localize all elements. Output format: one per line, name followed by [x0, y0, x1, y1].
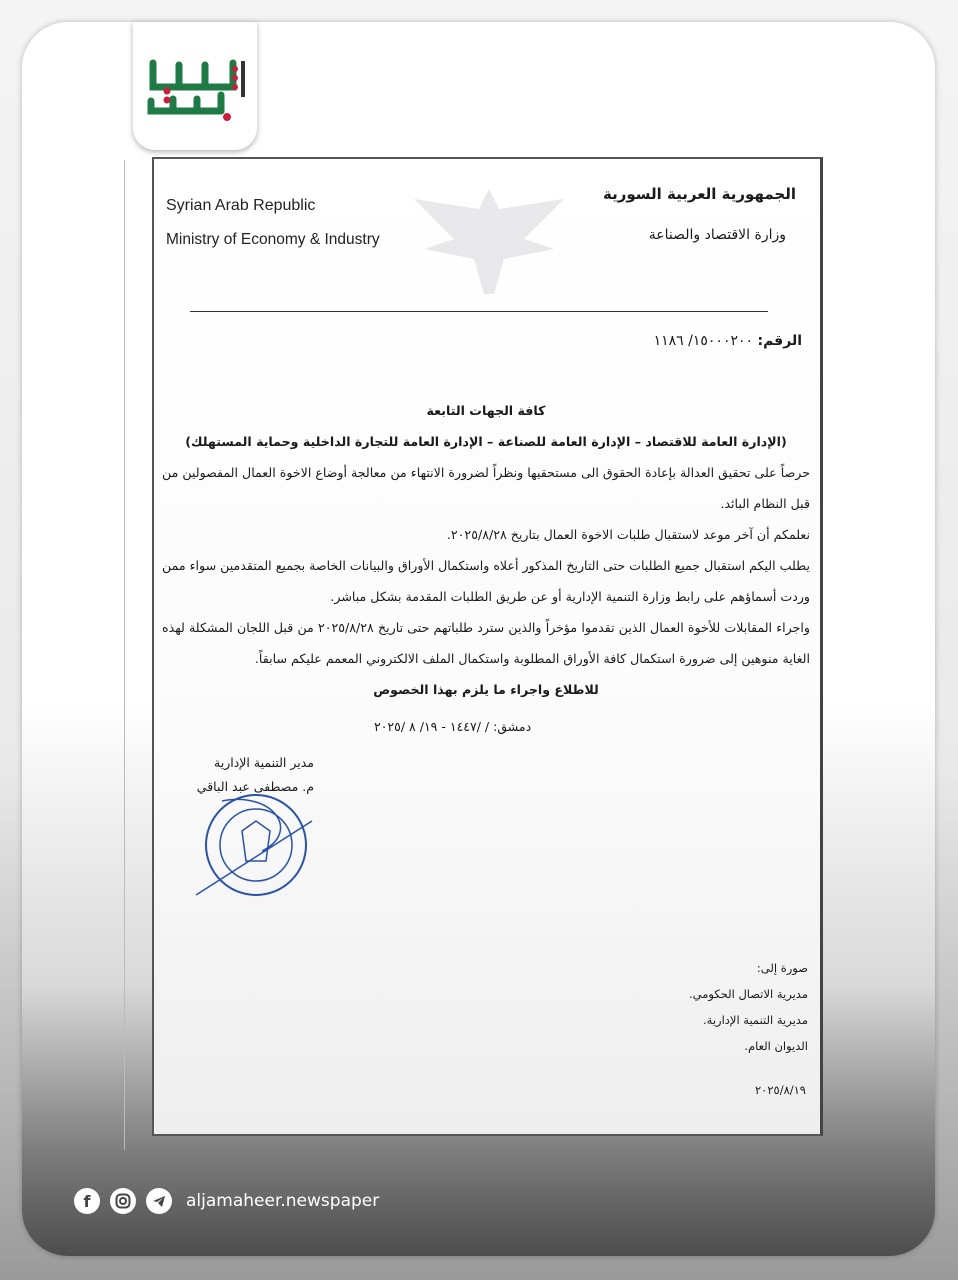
letterhead-ar-country: الجمهورية العربية السورية [603, 185, 796, 203]
letterhead-ar-ministry: وزارة الاقتصاد والصناعة [648, 227, 786, 243]
date-line [374, 719, 531, 734]
date-label: دمشق: [493, 719, 532, 734]
letterhead-en-ministry: Ministry of Economy & Industry [166, 231, 380, 248]
copies-label: صورة إلى: [756, 961, 808, 975]
signatory-name: م. مصطفى عبد الباقي [196, 779, 314, 794]
reference-number [654, 333, 802, 349]
copies-date: ٢٠٢٥/٨/١٩ [755, 1083, 806, 1097]
letter-body [162, 395, 810, 705]
reference-value: ١٥٠٠٠٢٠٠/ ١١٨٦ [653, 333, 754, 349]
official-letter [152, 157, 823, 1136]
paragraph-4: واجراء المقابلات للأخوة العمال الذين تقدموا مؤخراً والذين سترد طلباتهم حتى تاريخ ٢٠٢٥/٨/٢٨ من قبل اللجان المشكلة لهذه الغاية منوهين إلى ضرورة استكمال كافة الأوراق المطلوبة واستكمال الملف الالكتروني المعمم عليكم سابقاً. [162, 620, 810, 666]
copy-recipient: مديرية الاتصال الحكومي. [688, 987, 808, 1001]
paragraph-3: يطلب اليكم استقبال جميع الطلبات حتى التاريخ المذكور أعلاه واستكمال الأوراق والبيانات الخاصة بجميع المتقدمين سواء ممن وردت أسماؤهم على رابط وزارة التنمية الإدارية أو عن طريق الطلبات المقدمة بشكل مباشر. [162, 558, 810, 604]
social-handle[interactable]: aljamaheer.newspaper [186, 1191, 380, 1211]
paragraph-2: نعلمكم أن آخر موعد لاستقبال طلبات الاخوة العمال بتاريخ ٢٠٢٥/٨/٢٨. [446, 527, 810, 542]
newspaper-logo [133, 22, 257, 150]
official-stamp-icon [192, 791, 316, 899]
header-rule [190, 311, 768, 312]
closing: للاطلاع واجراء ما يلزم بهذا الخصوص [373, 682, 599, 697]
copies-to [689, 955, 808, 1059]
letterhead-en-country: Syrian Arab Republic [166, 197, 316, 214]
telegram-icon[interactable] [146, 1188, 172, 1214]
date-value: / /١٤٤٧ - ١٩/ ٨ /٢٠٢٥ [374, 719, 490, 734]
signatory-title: مدير التنمية الإدارية [214, 755, 314, 770]
facebook-icon[interactable]: f [74, 1188, 100, 1214]
social-footer [74, 1188, 379, 1214]
eagle-emblem-icon [404, 179, 574, 299]
instagram-icon[interactable] [110, 1188, 136, 1214]
divider [124, 160, 125, 1150]
copy-recipient: الديوان العام. [744, 1039, 808, 1053]
copy-recipient: مديرية التنمية الإدارية. [703, 1013, 808, 1027]
addressee: كافة الجهات التابعة [426, 403, 546, 418]
paragraph-1: حرصاً على تحقيق العدالة بإعادة الحقوق الى مستحقيها ونظراً لضرورة الانتهاء من معالجة أوضاع الاخوة العمال المفصولين من قبل النظام البائد. [162, 465, 810, 511]
reference-label: الرقم: [757, 333, 802, 349]
departments: (الإدارة العامة للاقتصاد – الإدارة العامة للصناعة – الإدارة العامة للتجارة الداخلية وحماية المستهلك) [185, 434, 787, 449]
